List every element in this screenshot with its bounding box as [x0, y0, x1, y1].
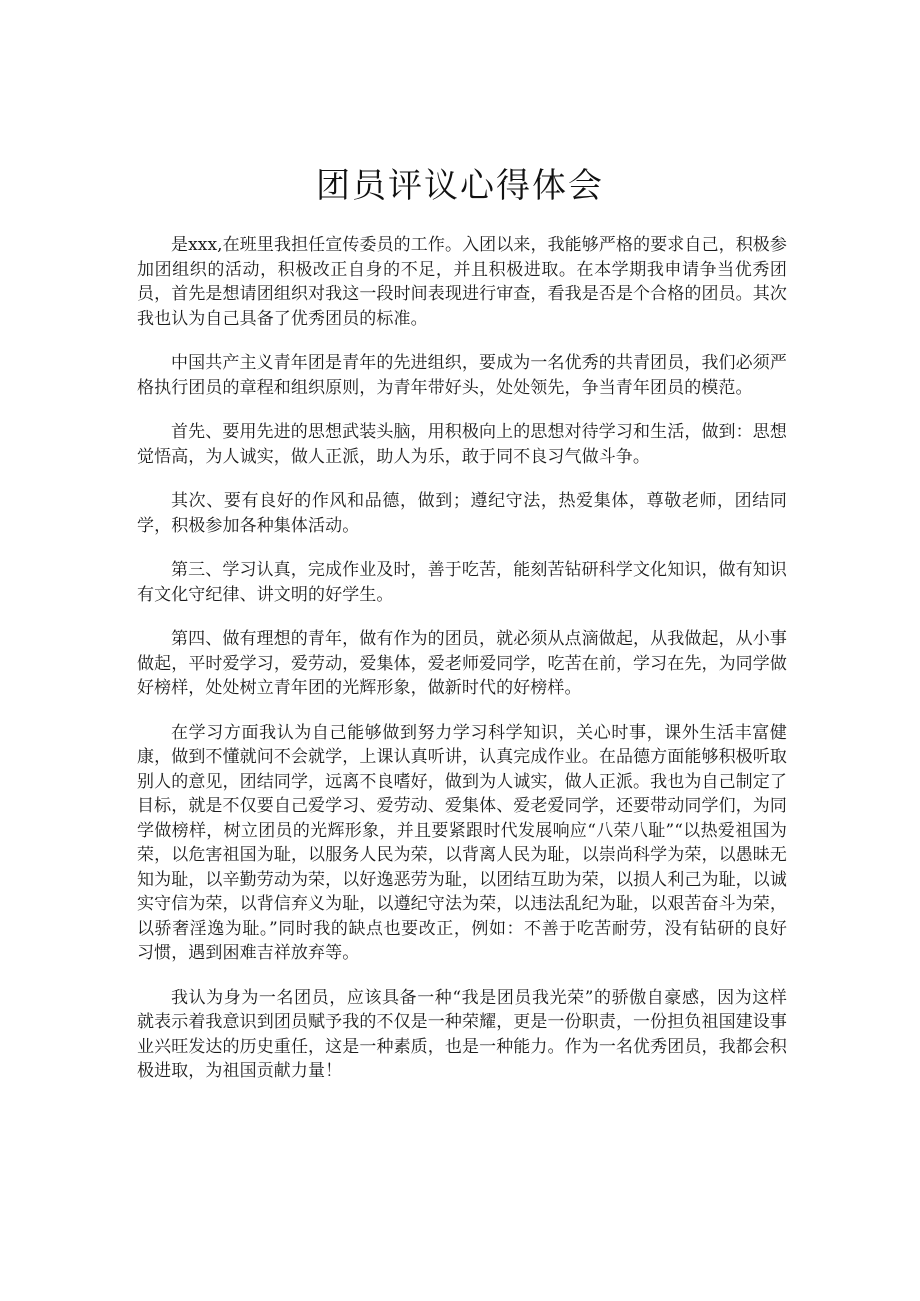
paragraph-1: 是xxx,在班里我担任宣传委员的工作。入团以来，我能够严格的要求自己，积极参加团组织的活动，积极改正自身的不足，并且积极进取。在本学期我申请争当优秀团员，首先是想请团组织对我这一段时间表现进行审查，看我是否是个合格的团员。其次我也认为自己具备了优秀团员的标准。 — [137, 235, 787, 329]
document-body — [137, 233, 787, 1104]
paragraph-2: 中国共产主义青年团是青年的先进组织，要成为一名优秀的共青团员，我们必须严格执行团员的章程和组织原则，为青年带好头，处处领先，争当青年团员的模范。 — [137, 353, 787, 398]
paragraph-5: 第三、学习认真，完成作业及时，善于吃苦，能刻苦钻研科学文化知识，做有知识有文化守纪律、讲文明的好学生。 — [137, 560, 787, 605]
page-title: 团员评议心得体会 — [316, 166, 604, 206]
paragraph-7: 在学习方面我认为自己能够做到努力学习科学知识，关心时事，课外生活丰富健康，做到不懂就问不会就学，上课认真听讲，认真完成作业。在品德方面能够积极听取别人的意见，团结同学，远离不良嗜好，做到为人诚实，做人正派。我也为自己制定了目标，就是不仅要自己爱学习、爱劳动、爱集体、爱老爱同学，还要带动同学们，为同学做榜样，树立团员的光辉形象，并且要紧跟时代发展响应“八荣八耻”“以热爱祖国为荣，以危害祖国为耻，以服务人民为荣，以背离人民为耻，以崇尚科学为荣，以愚昧无知为耻，以辛勤劳动为荣，以好逸恶劳为耻，以团结互助为荣，以损人利己为耻，以诚实守信为荣，以背信弃义为耻，以遵纪守法为荣，以违法乱纪为耻，以艰苦奋斗为荣，以骄奢淫逸为耻。”同时我的缺点也要改正，例如：不善于吃苦耐劳，没有钻研的良好习惯，遇到困难吉祥放弃等。 — [137, 722, 787, 963]
paragraph-4: 其次、要有良好的作风和品德，做到；遵纪守法，热爱集体，尊敬老师，团结同学，积极参加各种集体活动。 — [137, 491, 787, 536]
paragraph-8: 我认为身为一名团员，应该具备一种“我是团员我光荣”的骄傲自豪感，因为这样就表示着我意识到团员赋予我的不仅是一种荣耀，更是一份职责，一份担负祖国建设事业兴旺发达的历史重任，这是一种素质，也是一种能力。作为一名优秀团员，我都会积极进取，为祖国贡献力量！ — [137, 987, 787, 1081]
paragraph-6: 第四、做有理想的青年，做有作为的团员，就必须从点滴做起，从我做起，从小事做起，平时爱学习，爱劳动，爱集体，爱老师爱同学，吃苦在前，学习在先，为同学做好榜样，处处树立青年团的光辉形象，做新时代的好榜样。 — [137, 629, 787, 698]
paragraph-3: 首先、要用先进的思想武装头脑，用积极向上的思想对待学习和生活，做到：思想觉悟高，为人诚实，做人正派，助人为乐，敢于同不良习气做斗争。 — [137, 422, 787, 467]
